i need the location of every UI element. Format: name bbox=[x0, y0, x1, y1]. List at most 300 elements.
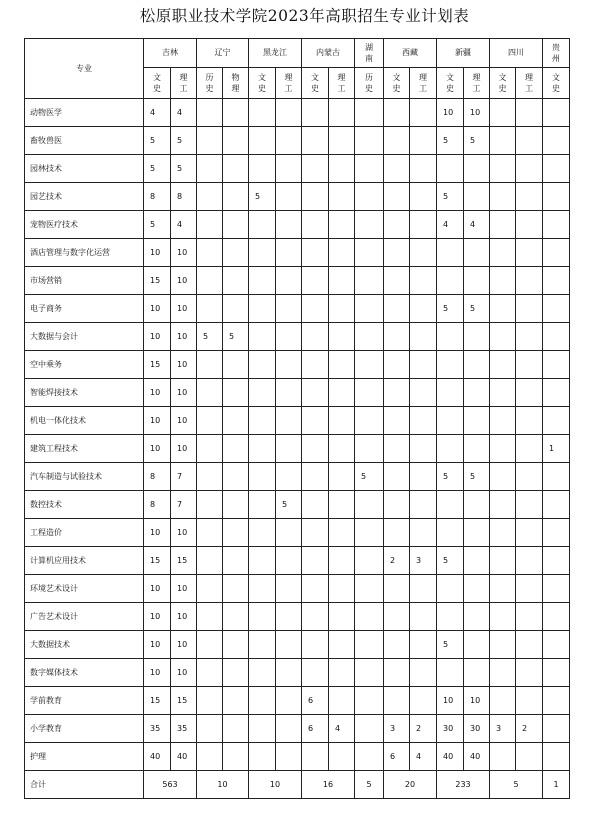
quota-cell bbox=[197, 351, 223, 379]
quota-cell bbox=[355, 743, 384, 771]
quota-cell: 10 bbox=[171, 603, 197, 631]
quota-cell: 10 bbox=[171, 323, 197, 351]
quota-cell: 8 bbox=[144, 463, 171, 491]
quota-cell: 3 bbox=[490, 715, 516, 743]
quota-cell bbox=[276, 687, 302, 715]
quota-cell bbox=[302, 127, 329, 155]
quota-cell bbox=[384, 407, 410, 435]
quota-cell bbox=[276, 267, 302, 295]
quota-cell bbox=[355, 155, 384, 183]
quota-cell bbox=[276, 435, 302, 463]
quota-cell: 10 bbox=[144, 659, 171, 687]
quota-cell bbox=[302, 575, 329, 603]
quota-cell bbox=[302, 631, 329, 659]
quota-cell bbox=[249, 267, 276, 295]
quota-cell: 15 bbox=[171, 687, 197, 715]
quota-cell bbox=[249, 715, 276, 743]
quota-cell bbox=[355, 127, 384, 155]
table-row bbox=[25, 519, 570, 547]
quota-cell bbox=[249, 155, 276, 183]
province-total: 5 bbox=[490, 771, 543, 799]
quota-cell bbox=[384, 239, 410, 267]
quota-cell: 3 bbox=[410, 547, 437, 575]
quota-cell bbox=[490, 631, 516, 659]
quota-cell bbox=[223, 491, 249, 519]
province-header: 四川 bbox=[490, 39, 543, 68]
quota-cell: 10 bbox=[464, 99, 490, 127]
province-header: 辽宁 bbox=[197, 39, 249, 68]
quota-cell bbox=[543, 351, 570, 379]
quota-cell bbox=[329, 407, 355, 435]
quota-cell bbox=[197, 295, 223, 323]
table-row bbox=[25, 351, 570, 379]
quota-cell bbox=[410, 211, 437, 239]
quota-cell: 40 bbox=[171, 743, 197, 771]
subject-header: 历 史 bbox=[197, 68, 223, 99]
quota-cell bbox=[302, 519, 329, 547]
quota-cell bbox=[223, 687, 249, 715]
quota-cell: 5 bbox=[171, 127, 197, 155]
quota-cell bbox=[384, 687, 410, 715]
quota-cell: 10 bbox=[171, 519, 197, 547]
major-name: 汽车制造与试验技术 bbox=[25, 463, 144, 491]
quota-cell: 5 bbox=[437, 295, 464, 323]
quota-cell bbox=[516, 211, 543, 239]
province-header: 西藏 bbox=[384, 39, 437, 68]
quota-cell bbox=[302, 435, 329, 463]
quota-cell bbox=[543, 715, 570, 743]
quota-cell bbox=[516, 603, 543, 631]
quota-cell bbox=[437, 603, 464, 631]
quota-cell bbox=[516, 127, 543, 155]
subject-header: 理 工 bbox=[516, 68, 543, 99]
quota-cell bbox=[249, 127, 276, 155]
quota-cell bbox=[384, 463, 410, 491]
quota-cell bbox=[197, 715, 223, 743]
quota-cell bbox=[223, 267, 249, 295]
quota-cell bbox=[302, 99, 329, 127]
quota-cell bbox=[223, 435, 249, 463]
quota-cell bbox=[464, 267, 490, 295]
quota-cell bbox=[516, 631, 543, 659]
quota-cell bbox=[516, 547, 543, 575]
quota-cell bbox=[490, 295, 516, 323]
quota-cell bbox=[276, 183, 302, 211]
quota-cell bbox=[410, 239, 437, 267]
quota-cell: 5 bbox=[144, 155, 171, 183]
table-row bbox=[25, 379, 570, 407]
quota-cell bbox=[329, 239, 355, 267]
quota-cell bbox=[437, 267, 464, 295]
quota-cell bbox=[223, 715, 249, 743]
quota-cell bbox=[355, 99, 384, 127]
quota-cell: 15 bbox=[144, 267, 171, 295]
quota-cell bbox=[197, 603, 223, 631]
quota-cell bbox=[276, 99, 302, 127]
table-row bbox=[25, 491, 570, 519]
quota-cell bbox=[197, 183, 223, 211]
quota-cell: 5 bbox=[144, 127, 171, 155]
quota-cell: 10 bbox=[144, 407, 171, 435]
enrollment-plan-table bbox=[24, 38, 570, 799]
quota-cell bbox=[329, 435, 355, 463]
table-row bbox=[25, 435, 570, 463]
major-name: 建筑工程技术 bbox=[25, 435, 144, 463]
quota-cell bbox=[464, 351, 490, 379]
quota-cell bbox=[249, 491, 276, 519]
major-name: 大数据与会计 bbox=[25, 323, 144, 351]
quota-cell bbox=[464, 183, 490, 211]
table-row bbox=[25, 743, 570, 771]
quota-cell: 30 bbox=[464, 715, 490, 743]
quota-cell bbox=[516, 239, 543, 267]
quota-cell bbox=[384, 211, 410, 239]
quota-cell bbox=[543, 211, 570, 239]
quota-cell bbox=[197, 631, 223, 659]
quota-cell bbox=[543, 519, 570, 547]
quota-cell bbox=[355, 379, 384, 407]
province-header: 湖 南 bbox=[355, 39, 384, 68]
quota-cell bbox=[223, 211, 249, 239]
quota-cell bbox=[437, 659, 464, 687]
quota-cell bbox=[464, 407, 490, 435]
quota-cell: 10 bbox=[171, 351, 197, 379]
quota-cell bbox=[276, 743, 302, 771]
quota-cell bbox=[329, 323, 355, 351]
quota-cell bbox=[437, 239, 464, 267]
quota-cell bbox=[516, 687, 543, 715]
quota-cell: 4 bbox=[329, 715, 355, 743]
quota-cell bbox=[197, 435, 223, 463]
major-name: 市场营销 bbox=[25, 267, 144, 295]
quota-cell bbox=[355, 575, 384, 603]
quota-cell bbox=[249, 351, 276, 379]
quota-cell: 5 bbox=[464, 463, 490, 491]
quota-cell bbox=[437, 323, 464, 351]
subject-header: 理 工 bbox=[171, 68, 197, 99]
table-row bbox=[25, 407, 570, 435]
quota-cell bbox=[197, 239, 223, 267]
quota-cell bbox=[329, 295, 355, 323]
quota-cell bbox=[329, 491, 355, 519]
quota-cell bbox=[516, 99, 543, 127]
quota-cell bbox=[355, 295, 384, 323]
quota-cell: 10 bbox=[171, 631, 197, 659]
province-header: 吉林 bbox=[144, 39, 197, 68]
quota-cell bbox=[516, 323, 543, 351]
major-name: 畜牧兽医 bbox=[25, 127, 144, 155]
quota-cell bbox=[384, 631, 410, 659]
province-total: 10 bbox=[249, 771, 302, 799]
quota-cell bbox=[223, 519, 249, 547]
quota-cell bbox=[197, 547, 223, 575]
quota-cell bbox=[516, 379, 543, 407]
quota-cell bbox=[249, 547, 276, 575]
quota-cell bbox=[223, 407, 249, 435]
quota-cell: 10 bbox=[144, 435, 171, 463]
major-name: 酒店管理与数字化运营 bbox=[25, 239, 144, 267]
quota-cell bbox=[249, 379, 276, 407]
quota-cell: 10 bbox=[171, 295, 197, 323]
quota-cell bbox=[543, 463, 570, 491]
quota-cell bbox=[329, 183, 355, 211]
quota-cell bbox=[437, 407, 464, 435]
subject-header: 文 史 bbox=[437, 68, 464, 99]
subject-header: 文 史 bbox=[384, 68, 410, 99]
quota-cell bbox=[355, 715, 384, 743]
quota-cell bbox=[490, 687, 516, 715]
quota-cell bbox=[464, 379, 490, 407]
quota-cell bbox=[302, 211, 329, 239]
major-name: 数字媒体技术 bbox=[25, 659, 144, 687]
totals-label: 合计 bbox=[25, 771, 144, 799]
totals-row bbox=[25, 771, 570, 799]
quota-cell bbox=[197, 519, 223, 547]
quota-cell bbox=[410, 491, 437, 519]
quota-cell bbox=[384, 491, 410, 519]
quota-cell bbox=[543, 575, 570, 603]
quota-cell bbox=[490, 351, 516, 379]
quota-cell: 10 bbox=[144, 239, 171, 267]
subject-header: 历 史 bbox=[355, 68, 384, 99]
quota-cell bbox=[410, 519, 437, 547]
quota-cell bbox=[197, 687, 223, 715]
quota-cell bbox=[329, 687, 355, 715]
table-row bbox=[25, 99, 570, 127]
quota-cell bbox=[543, 295, 570, 323]
quota-cell bbox=[302, 603, 329, 631]
quota-cell: 40 bbox=[464, 743, 490, 771]
quota-cell bbox=[490, 239, 516, 267]
quota-cell bbox=[410, 435, 437, 463]
quota-cell bbox=[223, 351, 249, 379]
quota-cell bbox=[276, 631, 302, 659]
subject-header: 文 史 bbox=[249, 68, 276, 99]
quota-cell bbox=[249, 687, 276, 715]
quota-cell bbox=[276, 323, 302, 351]
quota-cell: 10 bbox=[171, 267, 197, 295]
province-total: 16 bbox=[302, 771, 355, 799]
quota-cell bbox=[355, 183, 384, 211]
quota-cell bbox=[516, 155, 543, 183]
quota-cell bbox=[276, 547, 302, 575]
quota-cell: 5 bbox=[355, 463, 384, 491]
quota-cell bbox=[329, 351, 355, 379]
quota-cell: 35 bbox=[144, 715, 171, 743]
quota-cell: 10 bbox=[144, 295, 171, 323]
quota-cell bbox=[302, 659, 329, 687]
header-row-provinces bbox=[25, 39, 570, 68]
quota-cell bbox=[464, 519, 490, 547]
quota-cell: 7 bbox=[171, 463, 197, 491]
quota-cell: 15 bbox=[144, 547, 171, 575]
quota-cell: 5 bbox=[437, 463, 464, 491]
quota-cell bbox=[490, 407, 516, 435]
quota-cell: 6 bbox=[384, 743, 410, 771]
quota-cell bbox=[490, 603, 516, 631]
quota-cell bbox=[384, 183, 410, 211]
quota-cell bbox=[464, 491, 490, 519]
quota-cell bbox=[410, 463, 437, 491]
province-header: 新疆 bbox=[437, 39, 490, 68]
quota-cell bbox=[437, 519, 464, 547]
quota-cell: 6 bbox=[302, 687, 329, 715]
quota-cell bbox=[302, 183, 329, 211]
quota-cell bbox=[223, 547, 249, 575]
quota-cell: 4 bbox=[171, 211, 197, 239]
major-name: 机电一体化技术 bbox=[25, 407, 144, 435]
table-row bbox=[25, 239, 570, 267]
table-row bbox=[25, 183, 570, 211]
province-total: 563 bbox=[144, 771, 197, 799]
quota-cell: 5 bbox=[171, 155, 197, 183]
quota-cell bbox=[329, 631, 355, 659]
quota-cell bbox=[249, 463, 276, 491]
quota-cell bbox=[329, 155, 355, 183]
quota-cell bbox=[543, 631, 570, 659]
quota-cell bbox=[249, 519, 276, 547]
quota-cell bbox=[329, 267, 355, 295]
quota-cell bbox=[223, 463, 249, 491]
quota-cell bbox=[197, 743, 223, 771]
subject-header: 文 史 bbox=[543, 68, 570, 99]
quota-cell bbox=[464, 323, 490, 351]
major-name: 大数据技术 bbox=[25, 631, 144, 659]
quota-cell bbox=[197, 211, 223, 239]
quota-cell: 4 bbox=[171, 99, 197, 127]
major-name: 小学教育 bbox=[25, 715, 144, 743]
quota-cell bbox=[197, 127, 223, 155]
quota-cell bbox=[329, 519, 355, 547]
quota-cell: 10 bbox=[171, 659, 197, 687]
quota-cell bbox=[276, 463, 302, 491]
quota-cell: 5 bbox=[437, 127, 464, 155]
quota-cell bbox=[464, 631, 490, 659]
quota-cell bbox=[355, 687, 384, 715]
quota-cell bbox=[490, 211, 516, 239]
quota-cell: 10 bbox=[171, 407, 197, 435]
quota-cell bbox=[410, 407, 437, 435]
province-total: 5 bbox=[355, 771, 384, 799]
quota-cell: 2 bbox=[410, 715, 437, 743]
quota-cell bbox=[329, 575, 355, 603]
quota-cell bbox=[249, 239, 276, 267]
quota-cell bbox=[490, 183, 516, 211]
major-name: 计算机应用技术 bbox=[25, 547, 144, 575]
quota-cell bbox=[302, 547, 329, 575]
quota-cell bbox=[249, 435, 276, 463]
quota-cell bbox=[516, 183, 543, 211]
quota-cell bbox=[223, 631, 249, 659]
quota-cell bbox=[355, 659, 384, 687]
subject-header: 理 工 bbox=[464, 68, 490, 99]
quota-cell bbox=[302, 379, 329, 407]
quota-cell: 5 bbox=[276, 491, 302, 519]
major-name: 动物医学 bbox=[25, 99, 144, 127]
quota-cell bbox=[516, 491, 543, 519]
quota-cell bbox=[302, 323, 329, 351]
quota-cell bbox=[543, 603, 570, 631]
quota-cell: 5 bbox=[437, 631, 464, 659]
quota-cell: 8 bbox=[144, 491, 171, 519]
quota-cell bbox=[276, 211, 302, 239]
table-row bbox=[25, 547, 570, 575]
quota-cell bbox=[355, 491, 384, 519]
quota-cell bbox=[543, 183, 570, 211]
quota-cell bbox=[410, 267, 437, 295]
quota-cell bbox=[223, 379, 249, 407]
quota-cell bbox=[543, 547, 570, 575]
quota-cell: 15 bbox=[144, 687, 171, 715]
quota-cell bbox=[516, 463, 543, 491]
quota-cell bbox=[329, 379, 355, 407]
quota-cell bbox=[249, 295, 276, 323]
quota-cell: 10 bbox=[144, 603, 171, 631]
quota-cell: 10 bbox=[437, 687, 464, 715]
quota-cell bbox=[249, 323, 276, 351]
quota-cell bbox=[543, 491, 570, 519]
quota-cell bbox=[197, 575, 223, 603]
quota-cell: 10 bbox=[171, 575, 197, 603]
quota-cell bbox=[329, 603, 355, 631]
quota-cell: 7 bbox=[171, 491, 197, 519]
province-header: 内蒙古 bbox=[302, 39, 355, 68]
quota-cell bbox=[384, 99, 410, 127]
quota-cell bbox=[464, 435, 490, 463]
major-name: 工程造价 bbox=[25, 519, 144, 547]
quota-cell: 5 bbox=[437, 183, 464, 211]
quota-cell bbox=[329, 127, 355, 155]
quota-cell: 10 bbox=[144, 631, 171, 659]
quota-cell bbox=[490, 463, 516, 491]
quota-cell bbox=[384, 379, 410, 407]
quota-cell: 30 bbox=[437, 715, 464, 743]
table-row bbox=[25, 295, 570, 323]
quota-cell bbox=[516, 267, 543, 295]
subject-header: 文 史 bbox=[302, 68, 329, 99]
quota-cell bbox=[249, 603, 276, 631]
major-name: 园艺技术 bbox=[25, 183, 144, 211]
quota-cell: 1 bbox=[543, 435, 570, 463]
quota-cell bbox=[276, 351, 302, 379]
quota-cell bbox=[516, 659, 543, 687]
quota-cell bbox=[464, 659, 490, 687]
quota-cell bbox=[197, 659, 223, 687]
province-header: 黑龙江 bbox=[249, 39, 302, 68]
quota-cell bbox=[384, 295, 410, 323]
quota-cell bbox=[302, 155, 329, 183]
quota-cell bbox=[197, 267, 223, 295]
table-row bbox=[25, 687, 570, 715]
quota-cell bbox=[490, 743, 516, 771]
quota-cell bbox=[249, 575, 276, 603]
quota-cell bbox=[516, 295, 543, 323]
quota-cell bbox=[543, 267, 570, 295]
quota-cell bbox=[384, 659, 410, 687]
quota-cell bbox=[276, 519, 302, 547]
quota-cell bbox=[302, 491, 329, 519]
quota-cell: 10 bbox=[464, 687, 490, 715]
quota-cell bbox=[197, 407, 223, 435]
quota-cell: 15 bbox=[171, 547, 197, 575]
quota-cell bbox=[329, 211, 355, 239]
quota-cell bbox=[329, 743, 355, 771]
quota-cell: 5 bbox=[464, 295, 490, 323]
quota-cell bbox=[355, 631, 384, 659]
major-name: 学前教育 bbox=[25, 687, 144, 715]
quota-cell bbox=[249, 659, 276, 687]
province-header: 贵 州 bbox=[543, 39, 570, 68]
